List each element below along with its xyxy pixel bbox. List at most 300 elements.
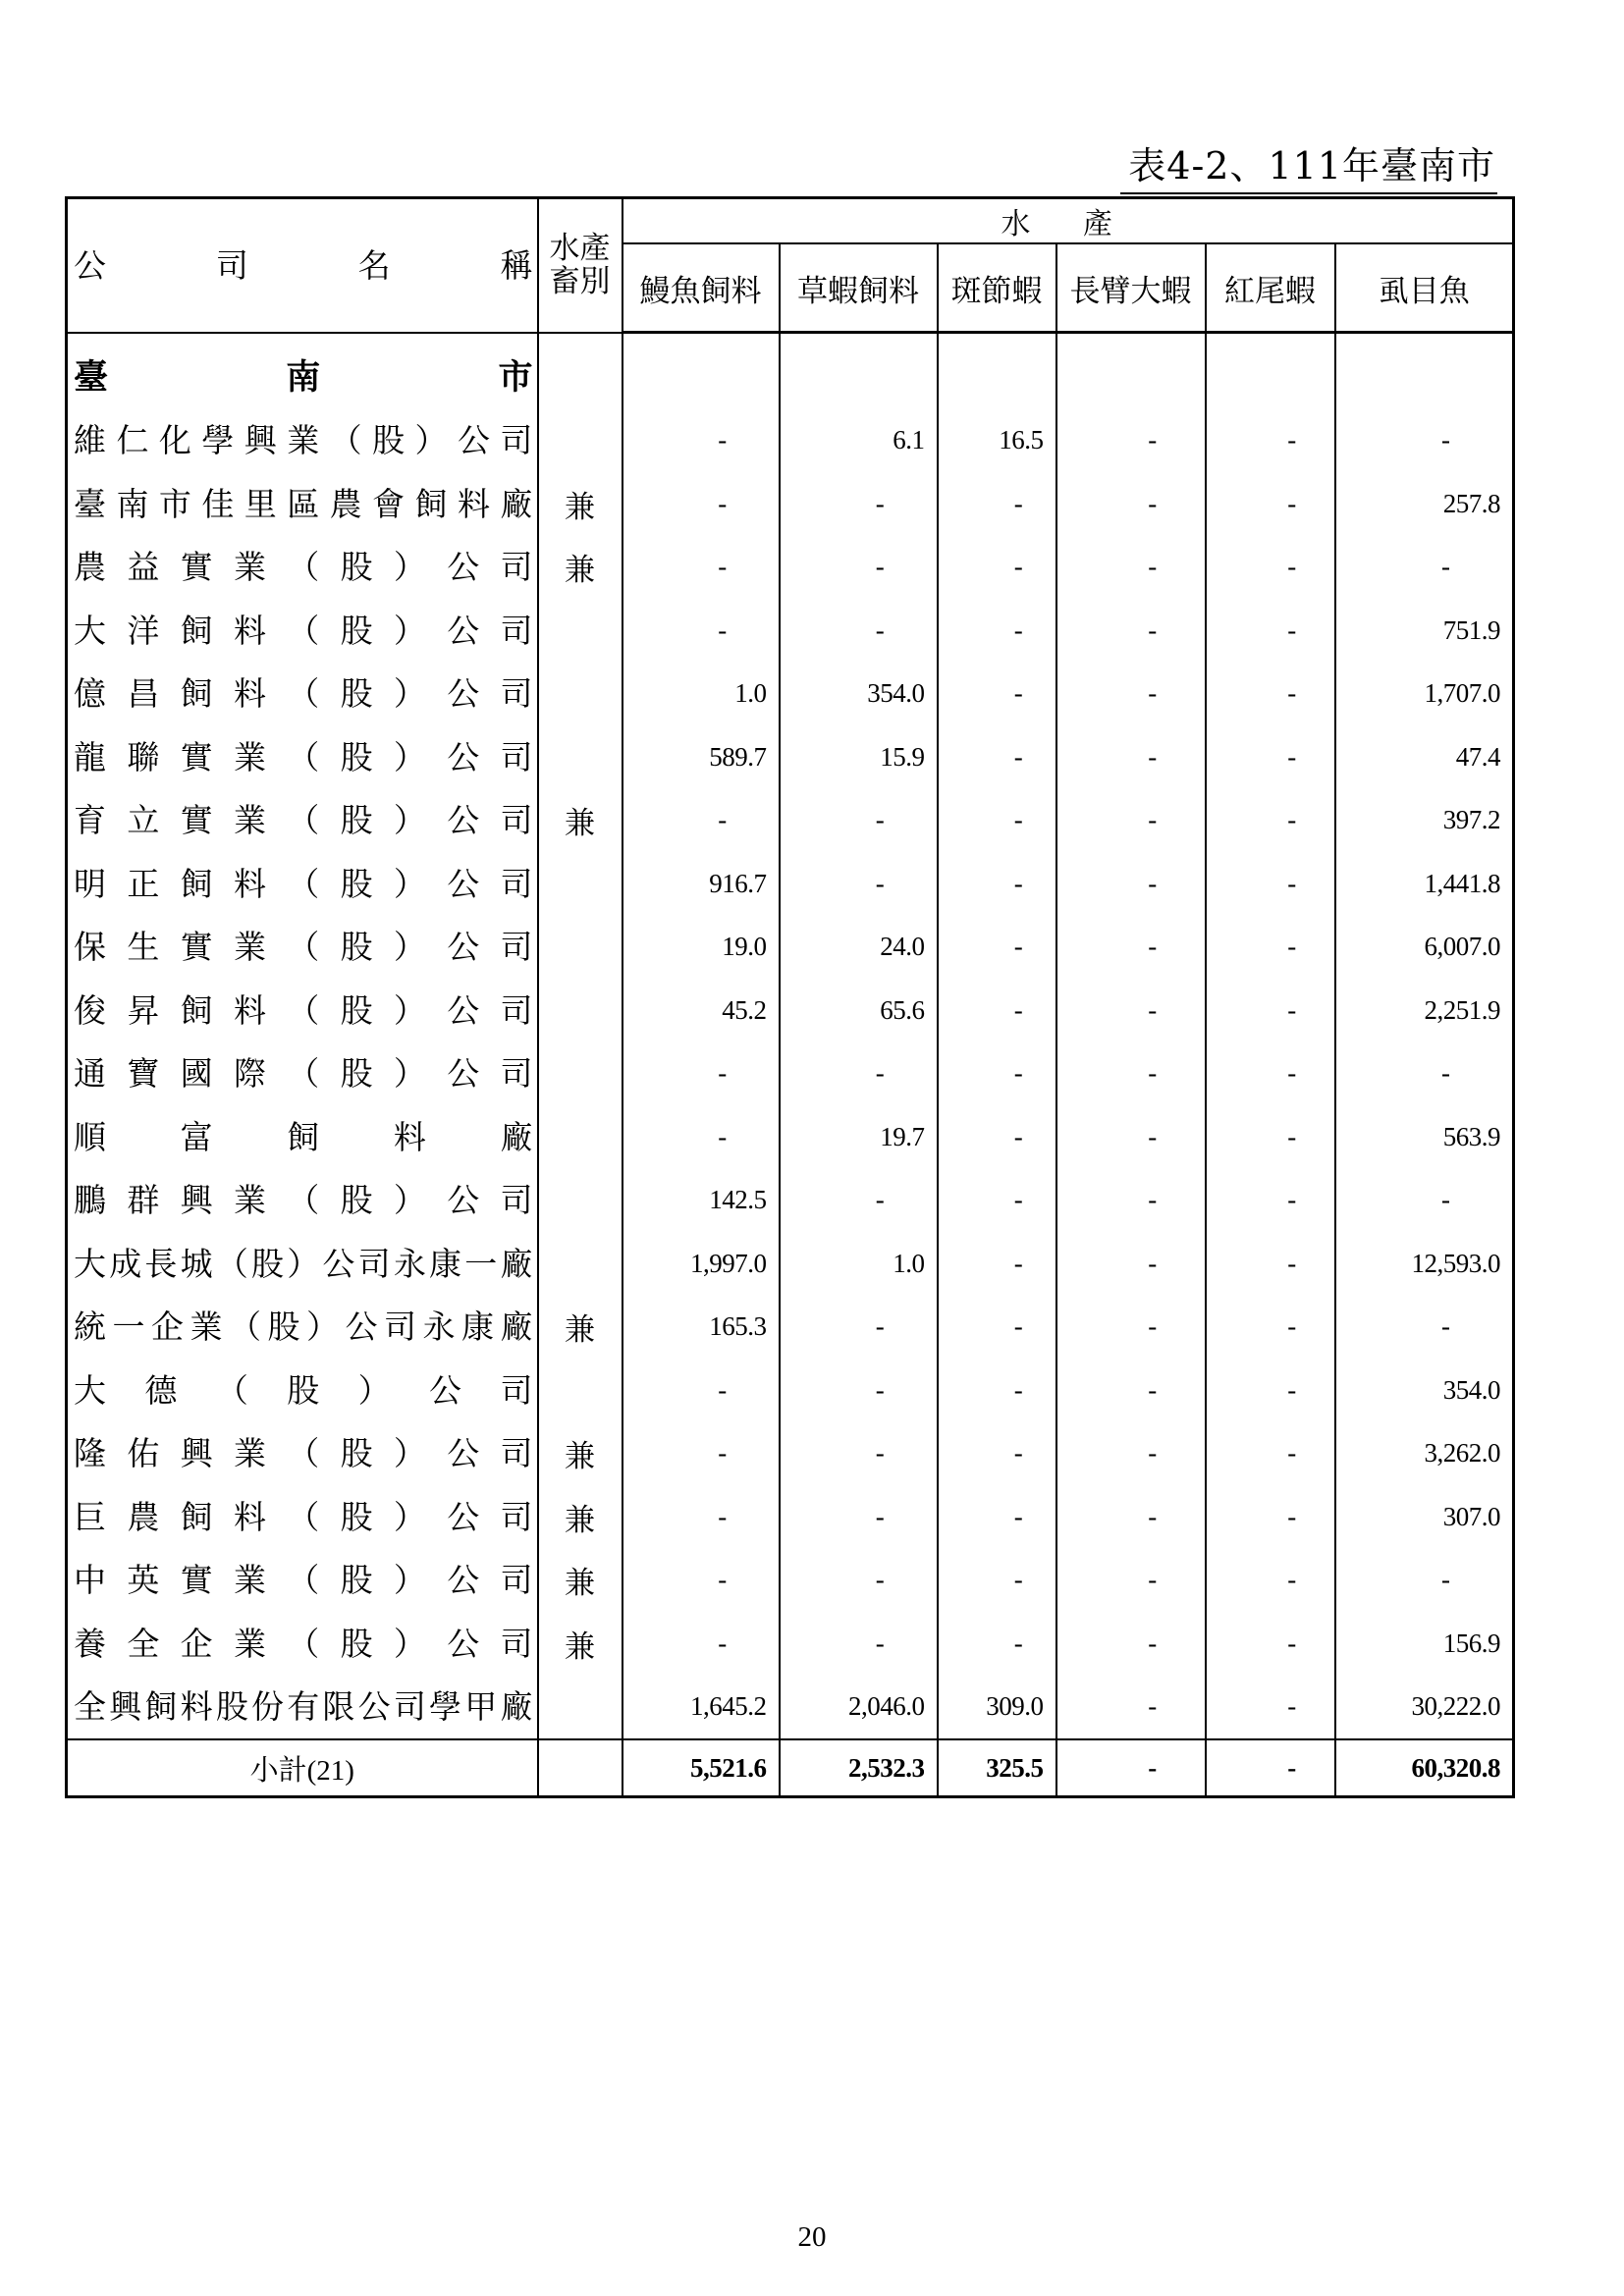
value-cell: 916.7 <box>623 852 780 916</box>
company-name <box>68 1054 537 1094</box>
name-char: ） <box>357 1370 391 1410</box>
value-cell: - <box>938 725 1056 789</box>
company-name-cell <box>67 1422 538 1486</box>
name-char: 寶 <box>127 1054 160 1094</box>
name-char: ） <box>393 674 426 714</box>
table-row <box>67 599 1514 663</box>
value-cell: - <box>623 599 780 663</box>
value-cell: 309.0 <box>938 1676 1056 1740</box>
name-char: ） <box>393 1054 426 1094</box>
region-name-cell <box>67 333 538 409</box>
name-char: 司 <box>215 245 248 285</box>
name-char: 飼 <box>180 990 213 1030</box>
table-row <box>67 852 1514 916</box>
value-cell: - <box>623 1105 780 1169</box>
name-char: ） <box>414 421 448 460</box>
value-cell: - <box>623 1612 780 1676</box>
company-name-cell <box>67 979 538 1042</box>
name-char: 飼 <box>414 484 448 523</box>
name-char: 德 <box>144 1370 178 1410</box>
value-cell: - <box>938 852 1056 916</box>
value-cell: - <box>1056 1105 1206 1169</box>
value-cell: - <box>623 409 780 473</box>
name-char: ） <box>306 1308 339 1347</box>
name-char: 實 <box>180 737 213 776</box>
name-char: 司 <box>500 611 533 650</box>
name-char: 群 <box>127 1181 160 1220</box>
name-char: 司 <box>500 801 533 840</box>
type-cell: 兼 <box>538 472 623 536</box>
name-char: （ <box>215 1370 248 1410</box>
value-cell: - <box>623 472 780 536</box>
company-name <box>68 737 537 776</box>
name-char: 司 <box>500 990 533 1030</box>
value-cell: - <box>1206 409 1335 473</box>
name-char: ） <box>393 737 426 776</box>
company-name <box>68 1434 537 1473</box>
name-char: （ <box>287 864 320 903</box>
value-cell: - <box>1056 1612 1206 1676</box>
name-char: 司 <box>500 674 533 714</box>
value-cell: 257.8 <box>1335 472 1514 536</box>
name-char: 公 <box>447 1561 480 1600</box>
value-cell: - <box>1335 1169 1514 1233</box>
name-char: 業 <box>233 1624 266 1663</box>
name-char: （ <box>287 801 320 840</box>
name-char: 立 <box>127 801 160 840</box>
value-cell: 6.1 <box>780 409 938 473</box>
name-char: 限 <box>322 1687 355 1727</box>
name-char: 料 <box>233 864 266 903</box>
value-cell: - <box>1206 1169 1335 1233</box>
table-row <box>67 1422 1514 1486</box>
value-cell: - <box>1206 1676 1335 1740</box>
company-name-cell <box>67 536 538 600</box>
subtotal-value-cell: - <box>1056 1739 1206 1797</box>
name-char: 司 <box>500 928 533 967</box>
name-char: 大 <box>74 1370 106 1410</box>
name-char: 司 <box>500 421 533 460</box>
value-cell: - <box>938 1612 1056 1676</box>
value-cell: - <box>780 536 938 600</box>
name-char: 股 <box>340 1561 373 1600</box>
type-cell <box>538 1105 623 1169</box>
company-name <box>68 1561 537 1600</box>
name-char: 昌 <box>127 674 160 714</box>
value-cell: - <box>1335 409 1514 473</box>
value-cell: - <box>1056 852 1206 916</box>
name-char: 農 <box>74 548 106 587</box>
value-cell: - <box>1056 789 1206 853</box>
company-name <box>68 1117 537 1156</box>
name-char: 永 <box>422 1308 456 1347</box>
name-char: （ <box>287 1181 320 1220</box>
value-cell: - <box>938 979 1056 1042</box>
name-char: 司 <box>500 1497 533 1536</box>
type-header-line2: 畜別 <box>549 264 611 300</box>
value-cell: 1,441.8 <box>1335 852 1514 916</box>
name-char: 料 <box>233 1497 266 1536</box>
value-cell: - <box>1206 1422 1335 1486</box>
name-char: 公 <box>345 1308 378 1347</box>
company-name-cell <box>67 1612 538 1676</box>
value-cell: 589.7 <box>623 725 780 789</box>
value-cell: - <box>780 1422 938 1486</box>
value-cell: - <box>1056 916 1206 980</box>
name-char: 學 <box>429 1687 462 1727</box>
value-cell: - <box>1056 1549 1206 1613</box>
name-char: （ <box>287 1624 320 1663</box>
company-name-cell <box>67 472 538 536</box>
value-cell: - <box>1206 536 1335 600</box>
company-name <box>68 1244 537 1283</box>
value-cell: 142.5 <box>623 1169 780 1233</box>
company-name <box>68 1308 537 1347</box>
value-cell: - <box>623 1359 780 1422</box>
value-cell: - <box>1056 409 1206 473</box>
company-name-header-text <box>68 245 537 285</box>
name-char: 股 <box>372 421 406 460</box>
value-cell: - <box>1206 789 1335 853</box>
name-char: 股 <box>340 611 373 650</box>
name-char: 公 <box>447 1497 480 1536</box>
name-char: （ <box>287 1497 320 1536</box>
name-char: 料 <box>233 611 266 650</box>
table-row <box>67 979 1514 1042</box>
name-char: 司 <box>384 1308 416 1347</box>
value-cell: - <box>938 1549 1056 1613</box>
name-char: ） <box>393 864 426 903</box>
subtotal-label: 小計(21) <box>67 1739 538 1797</box>
company-name <box>68 1624 537 1663</box>
type-cell <box>538 663 623 726</box>
name-char: 生 <box>127 928 160 967</box>
company-name-cell <box>67 1296 538 1360</box>
type-cell <box>538 1232 623 1296</box>
name-char: ） <box>393 548 426 587</box>
name-char: 甲 <box>464 1687 498 1727</box>
value-cell: - <box>938 536 1056 600</box>
value-cell: - <box>780 852 938 916</box>
empty-cell <box>1335 333 1514 409</box>
name-char: 佑 <box>127 1434 160 1473</box>
name-char: 業 <box>287 421 320 460</box>
name-char: 股 <box>340 674 373 714</box>
table-row <box>67 536 1514 600</box>
company-name <box>68 1181 537 1220</box>
name-char: 飼 <box>180 674 213 714</box>
value-cell: 1.0 <box>623 663 780 726</box>
name-char: 股 <box>340 801 373 840</box>
name-char: 農 <box>127 1497 160 1536</box>
name-char: 聯 <box>127 737 160 776</box>
value-cell: 1,997.0 <box>623 1232 780 1296</box>
name-char: 公 <box>447 801 480 840</box>
name-char: 名 <box>357 245 391 285</box>
name-char: 成 <box>109 1244 142 1283</box>
value-cell: - <box>1056 1676 1206 1740</box>
name-char: 鵬 <box>74 1181 106 1220</box>
name-char: 料 <box>457 484 490 523</box>
name-char: 隆 <box>74 1434 106 1473</box>
name-char: 司 <box>500 548 533 587</box>
type-cell <box>538 852 623 916</box>
value-cell: - <box>938 599 1056 663</box>
name-char: 通 <box>74 1054 106 1094</box>
table-row <box>67 1042 1514 1106</box>
name-char: 份 <box>251 1687 285 1727</box>
type-cell <box>538 916 623 980</box>
name-char: 全 <box>74 1687 106 1727</box>
name-char: 司 <box>500 1370 533 1410</box>
company-name-cell <box>67 789 538 853</box>
value-cell: - <box>1056 536 1206 600</box>
value-cell: - <box>1206 916 1335 980</box>
empty-cell <box>780 333 938 409</box>
value-cell: - <box>623 1549 780 1613</box>
name-char: 股 <box>340 1054 373 1094</box>
type-header <box>538 198 623 333</box>
name-char: 股 <box>340 1497 373 1536</box>
table-body <box>67 333 1514 1797</box>
aquaculture-group-header: 水 產 <box>623 198 1514 244</box>
name-char: ） <box>393 928 426 967</box>
name-char: 飼 <box>180 864 213 903</box>
value-cell: - <box>623 1422 780 1486</box>
table-row <box>67 1485 1514 1549</box>
name-char: 業 <box>233 548 266 587</box>
type-cell <box>538 1359 623 1422</box>
name-char: 飼 <box>287 1117 320 1156</box>
value-cell: - <box>780 1485 938 1549</box>
value-cell: 15.9 <box>780 725 938 789</box>
value-cell: - <box>1206 663 1335 726</box>
name-char: 股 <box>340 1181 373 1220</box>
name-char: 股 <box>340 1624 373 1663</box>
name-char: 臺 <box>74 484 106 523</box>
name-char: 臺 <box>74 356 109 398</box>
name-char: 統 <box>74 1308 106 1347</box>
company-name-cell <box>67 1485 538 1549</box>
empty-cell <box>1056 333 1206 409</box>
name-char: 飼 <box>180 611 213 650</box>
value-cell: - <box>1206 1359 1335 1422</box>
value-cell: 19.0 <box>623 916 780 980</box>
value-cell: - <box>1206 1296 1335 1360</box>
company-name-cell <box>67 1232 538 1296</box>
subtotal-value-cell: - <box>1206 1739 1335 1797</box>
name-char: 料 <box>180 1687 213 1727</box>
value-cell: 45.2 <box>623 979 780 1042</box>
column-header: 長臂大蝦 <box>1056 243 1206 333</box>
name-char: 維 <box>74 421 106 460</box>
name-char: 正 <box>127 864 160 903</box>
type-cell <box>538 599 623 663</box>
subtotal-value-cell: 5,521.6 <box>623 1739 780 1797</box>
value-cell: - <box>1056 979 1206 1042</box>
value-cell: - <box>938 1359 1056 1422</box>
value-cell: 397.2 <box>1335 789 1514 853</box>
company-name <box>68 864 537 903</box>
table-header <box>67 198 1514 333</box>
name-char: （ <box>287 1561 320 1600</box>
company-name <box>68 611 537 650</box>
value-cell: - <box>1056 1169 1206 1233</box>
type-cell <box>538 1169 623 1233</box>
column-header: 虱目魚 <box>1335 243 1514 333</box>
value-cell: - <box>1206 1042 1335 1106</box>
type-cell <box>538 1042 623 1106</box>
value-cell: - <box>938 1422 1056 1486</box>
value-cell: - <box>1335 1549 1514 1613</box>
name-char: 明 <box>74 864 106 903</box>
type-cell <box>538 409 623 473</box>
name-char: 股 <box>267 1308 300 1347</box>
value-cell: - <box>1206 852 1335 916</box>
company-name <box>68 801 537 840</box>
value-cell: 2,046.0 <box>780 1676 938 1740</box>
type-cell: 兼 <box>538 1485 623 1549</box>
name-char: 昇 <box>127 990 160 1030</box>
name-char: 業 <box>189 1308 223 1347</box>
value-cell: - <box>1056 599 1206 663</box>
name-char: 司 <box>500 1624 533 1663</box>
value-cell: - <box>780 1549 938 1613</box>
name-char: 公 <box>447 1181 480 1220</box>
type-cell <box>538 1676 623 1740</box>
value-cell: - <box>938 1042 1056 1106</box>
type-cell: 兼 <box>538 1612 623 1676</box>
value-cell: - <box>1206 725 1335 789</box>
name-char: 公 <box>447 611 480 650</box>
company-name <box>68 484 537 523</box>
company-name-cell <box>67 663 538 726</box>
company-name-cell <box>67 1105 538 1169</box>
name-char: （ <box>287 737 320 776</box>
name-char: 中 <box>74 1561 106 1600</box>
name-char: 英 <box>127 1561 160 1600</box>
name-char: 司 <box>500 1054 533 1094</box>
name-char: ） <box>393 1624 426 1663</box>
value-cell: 47.4 <box>1335 725 1514 789</box>
subtotal-row <box>67 1739 1514 1797</box>
name-char: 司 <box>500 864 533 903</box>
name-char: （ <box>329 421 362 460</box>
name-char: ） <box>393 1561 426 1600</box>
subtotal-value-cell: 2,532.3 <box>780 1739 938 1797</box>
name-char: 料 <box>233 674 266 714</box>
type-cell: 兼 <box>538 536 623 600</box>
name-char: 實 <box>180 928 213 967</box>
name-char: 化 <box>158 421 191 460</box>
name-char: 廠 <box>500 1244 533 1283</box>
value-cell: - <box>1056 1296 1206 1360</box>
name-char: 公 <box>457 421 490 460</box>
name-char: 億 <box>74 674 106 714</box>
name-char: 有 <box>287 1687 320 1727</box>
value-cell: - <box>623 789 780 853</box>
company-name <box>68 674 537 714</box>
name-char: 股 <box>340 548 373 587</box>
value-cell: - <box>1206 1612 1335 1676</box>
value-cell: - <box>1056 1042 1206 1106</box>
name-char: 企 <box>151 1308 184 1347</box>
name-char: 飼 <box>180 1497 213 1536</box>
company-name-header <box>67 198 538 333</box>
name-char: 市 <box>158 484 191 523</box>
name-char: 際 <box>233 1054 266 1094</box>
column-header: 鰻魚飼料 <box>623 243 780 333</box>
name-char: （ <box>287 611 320 650</box>
value-cell: - <box>938 472 1056 536</box>
company-name <box>68 990 537 1030</box>
name-char: 公 <box>429 1370 462 1410</box>
table-row <box>67 472 1514 536</box>
value-cell: - <box>938 1296 1056 1360</box>
empty-cell <box>1206 333 1335 409</box>
name-char: 富 <box>180 1117 213 1156</box>
empty-cell <box>938 333 1056 409</box>
type-cell: 兼 <box>538 1296 623 1360</box>
name-char: 仁 <box>116 421 149 460</box>
name-char: 公 <box>74 245 106 285</box>
name-char: 公 <box>447 737 480 776</box>
value-cell: - <box>780 1169 938 1233</box>
value-cell: - <box>1206 1232 1335 1296</box>
company-name-cell <box>67 1169 538 1233</box>
name-char: 順 <box>74 1117 106 1156</box>
name-char: 公 <box>447 1624 480 1663</box>
name-char: ） <box>393 990 426 1030</box>
value-cell: - <box>1056 725 1206 789</box>
name-char: 股 <box>340 990 373 1030</box>
value-cell: 12,593.0 <box>1335 1232 1514 1296</box>
name-char: 益 <box>127 548 160 587</box>
type-cell: 兼 <box>538 789 623 853</box>
name-char: 學 <box>201 421 235 460</box>
name-char: 興 <box>109 1687 142 1727</box>
value-cell: - <box>1206 1105 1335 1169</box>
value-cell: - <box>1206 472 1335 536</box>
name-char: 巨 <box>74 1497 106 1536</box>
name-char: 股 <box>340 864 373 903</box>
name-char: 實 <box>180 1561 213 1600</box>
name-char: 龍 <box>74 737 106 776</box>
name-char: （ <box>287 1434 320 1473</box>
name-char: 公 <box>447 1054 480 1094</box>
value-cell: - <box>623 1042 780 1106</box>
value-cell: - <box>1335 536 1514 600</box>
company-name-cell <box>67 1359 538 1422</box>
name-char: 業 <box>233 928 266 967</box>
type-cell <box>538 725 623 789</box>
column-header: 草蝦飼料 <box>780 243 938 333</box>
name-char: 業 <box>233 737 266 776</box>
value-cell: 354.0 <box>780 663 938 726</box>
region-row <box>67 333 1514 409</box>
name-char: （ <box>287 990 320 1030</box>
value-cell: 1,645.2 <box>623 1676 780 1740</box>
name-char: 會 <box>372 484 406 523</box>
name-char: 股 <box>215 1687 248 1727</box>
table-row <box>67 789 1514 853</box>
name-char: 料 <box>393 1117 426 1156</box>
value-cell: - <box>938 1105 1056 1169</box>
name-char: ） <box>393 801 426 840</box>
name-char: 康 <box>429 1244 462 1283</box>
name-char: 大 <box>74 1244 106 1283</box>
company-name <box>68 421 537 460</box>
